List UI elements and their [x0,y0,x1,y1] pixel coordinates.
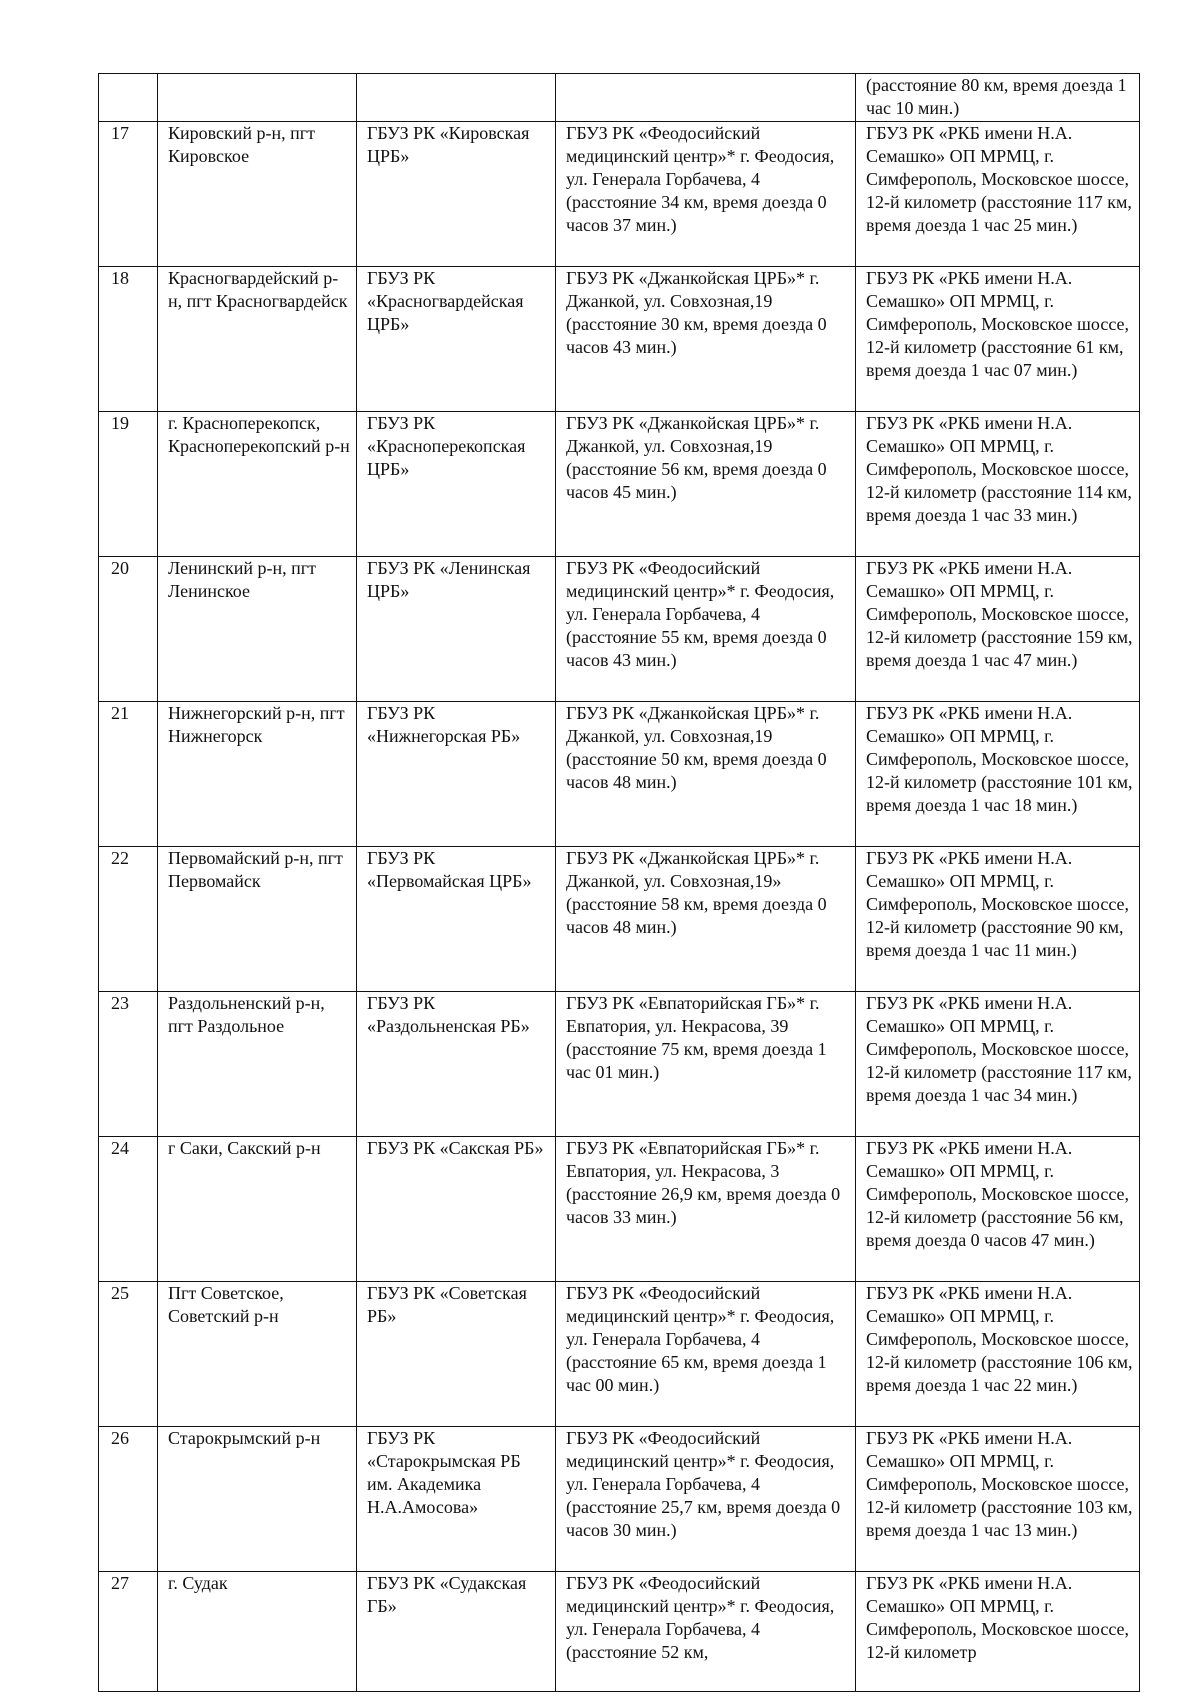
routing-table [98,73,1140,1692]
cell-num: 25 [99,1282,158,1427]
cell-first-level: ГБУЗ РК «Джанкойская ЦРБ»* г. Джанкой, ул. Совхозная,19» (расстояние 58 км, время доезда 0 часов 48 мин.) [556,847,856,992]
cell-first-level: ГБУЗ РК «Феодосийский медицинский центр»* г. Феодосия, ул. Генерала Горбачева, 4 (расстояние 34 км, время доезда 0 часов 37 мин.) [556,122,856,267]
cell-district: Старокрымский р-н [158,1427,357,1572]
cell-first-level: ГБУЗ РК «Феодосийский медицинский центр»* г. Феодосия, ул. Генерала Горбачева, 4 (расстояние 25,7 км, время доезда 0 часов 30 мин.) [556,1427,856,1572]
cell-hospital: ГБУЗ РК «Красногвардейская ЦРБ» [357,267,556,412]
table-row [99,267,1140,412]
cell-num: 23 [99,992,158,1137]
cell-num: 27 [99,1572,158,1692]
cell-second-level: ГБУЗ РК «РКБ имени Н.А. Семашко» ОП МРМЦ, г. Симферополь, Московское шоссе, 12-й километр [856,1572,1140,1692]
cell-hospital: ГБУЗ РК «Сакская РБ» [357,1137,556,1282]
cell-district: Нижнегорский р-н, пгт Нижнегорск [158,702,357,847]
cell-hospital: ГБУЗ РК «Нижнегорская РБ» [357,702,556,847]
cell-district: г. Красноперекопск, Красноперекопский р-н [158,412,357,557]
table-row [99,702,1140,847]
cell-hospital: ГБУЗ РК «Судакская ГБ» [357,1572,556,1692]
cell-second-level: ГБУЗ РК «РКБ имени Н.А. Семашко» ОП МРМЦ, г. Симферополь, Московское шоссе, 12-й километр (расстояние 90 км, время доезда 1 час 11 мин.) [856,847,1140,992]
table-row [99,1572,1140,1692]
cell-num: 22 [99,847,158,992]
cell-first-level: ГБУЗ РК «Феодосийский медицинский центр»* г. Феодосия, ул. Генерала Горбачева, 4 (расстояние 55 км, время доезда 0 часов 43 мин.) [556,557,856,702]
cell-hospital: ГБУЗ РК «Красноперекопская ЦРБ» [357,412,556,557]
cell-district: Ленинский р-н, пгт Ленинское [158,557,357,702]
cell-hospital: ГБУЗ РК «Старокрымская РБ им. Академика Н.А.Амосова» [357,1427,556,1572]
cell-second-level: ГБУЗ РК «РКБ имени Н.А. Семашко» ОП МРМЦ, г. Симферополь, Московское шоссе, 12-й километр (расстояние 103 км, время доезда 1 час 13 мин.) [856,1427,1140,1572]
cell-num: 19 [99,412,158,557]
cell-district: Кировский р-н, пгт Кировское [158,122,357,267]
table-row [99,992,1140,1137]
table-row [99,557,1140,702]
cell-second-level: ГБУЗ РК «РКБ имени Н.А. Семашко» ОП МРМЦ, г. Симферополь, Московское шоссе, 12-й километр (расстояние 117 км, время доезда 1 час 34 мин.) [856,992,1140,1137]
cell-district: Первомайский р-н, пгт Первомайск [158,847,357,992]
cell-second-level: ГБУЗ РК «РКБ имени Н.А. Семашко» ОП МРМЦ, г. Симферополь, Московское шоссе, 12-й километр (расстояние 114 км, время доезда 1 час 33 мин.) [856,412,1140,557]
cell-first-level: ГБУЗ РК «Евпаторийская ГБ»* г. Евпатория, ул. Некрасова, 39 (расстояние 75 км, время доезда 1 час 01 мин.) [556,992,856,1137]
cell-num: 20 [99,557,158,702]
table-row [99,1137,1140,1282]
cell-first-level: ГБУЗ РК «Феодосийский медицинский центр»* г. Феодосия, ул. Генерала Горбачева, 4 (расстояние 52 км, [556,1572,856,1692]
cell-district: г Саки, Сакский р-н [158,1137,357,1282]
table-row [99,847,1140,992]
cell-hospital [357,74,556,122]
cell-hospital: ГБУЗ РК «Советская РБ» [357,1282,556,1427]
table-row [99,122,1140,267]
cell-num: 24 [99,1137,158,1282]
cell-district: Пгт Советское, Советский р-н [158,1282,357,1427]
cell-num: 26 [99,1427,158,1572]
cell-district: Красногвардейский р-н, пгт Красногвардейск [158,267,357,412]
cell-second-level: ГБУЗ РК «РКБ имени Н.А. Семашко» ОП МРМЦ, г. Симферополь, Московское шоссе, 12-й километр (расстояние 101 км, время доезда 1 час 18 мин.) [856,702,1140,847]
cell-first-level: ГБУЗ РК «Джанкойская ЦРБ»* г. Джанкой, ул. Совхозная,19 (расстояние 30 км, время доезда 0 часов 43 мин.) [556,267,856,412]
cell-second-level: (расстояние 80 км, время доезда 1 час 10 мин.) [856,74,1140,122]
cell-second-level: ГБУЗ РК «РКБ имени Н.А. Семашко» ОП МРМЦ, г. Симферополь, Московское шоссе, 12-й километр (расстояние 56 км, время доезда 0 часов 47 мин.) [856,1137,1140,1282]
cell-num: 17 [99,122,158,267]
cell-first-level: ГБУЗ РК «Феодосийский медицинский центр»* г. Феодосия, ул. Генерала Горбачева, 4 (расстояние 65 км, время доезда 1 час 00 мин.) [556,1282,856,1427]
cell-num [99,74,158,122]
cell-second-level: ГБУЗ РК «РКБ имени Н.А. Семашко» ОП МРМЦ, г. Симферополь, Московское шоссе, 12-й километр (расстояние 159 км, время доезда 1 час 47 мин.) [856,557,1140,702]
cell-first-level: ГБУЗ РК «Евпаторийская ГБ»* г. Евпатория, ул. Некрасова, 3 (расстояние 26,9 км, время доезда 0 часов 33 мин.) [556,1137,856,1282]
cell-first-level: ГБУЗ РК «Джанкойская ЦРБ»* г. Джанкой, ул. Совхозная,19 (расстояние 50 км, время доезда 0 часов 48 мин.) [556,702,856,847]
table-row [99,1282,1140,1427]
cell-first-level [556,74,856,122]
cell-district: Раздольненский р-н, пгт Раздольное [158,992,357,1137]
cell-district [158,74,357,122]
cell-second-level: ГБУЗ РК «РКБ имени Н.А. Семашко» ОП МРМЦ, г. Симферополь, Московское шоссе, 12-й километр (расстояние 61 км, время доезда 1 час 07 мин.) [856,267,1140,412]
table-row [99,412,1140,557]
cell-hospital: ГБУЗ РК «Ленинская ЦРБ» [357,557,556,702]
table-row [99,1427,1140,1572]
table-row-continuation [99,74,1140,122]
cell-hospital: ГБУЗ РК «Первомайская ЦРБ» [357,847,556,992]
cell-hospital: ГБУЗ РК «Кировская ЦРБ» [357,122,556,267]
cell-second-level: ГБУЗ РК «РКБ имени Н.А. Семашко» ОП МРМЦ, г. Симферополь, Московское шоссе, 12-й километр (расстояние 117 км, время доезда 1 час 25 мин.) [856,122,1140,267]
cell-hospital: ГБУЗ РК «Раздольненская РБ» [357,992,556,1137]
cell-first-level: ГБУЗ РК «Джанкойская ЦРБ»* г. Джанкой, ул. Совхозная,19 (расстояние 56 км, время доезда 0 часов 45 мин.) [556,412,856,557]
cell-num: 18 [99,267,158,412]
cell-district: г. Судак [158,1572,357,1692]
cell-second-level: ГБУЗ РК «РКБ имени Н.А. Семашко» ОП МРМЦ, г. Симферополь, Московское шоссе, 12-й километр (расстояние 106 км, время доезда 1 час 22 мин.) [856,1282,1140,1427]
cell-num: 21 [99,702,158,847]
